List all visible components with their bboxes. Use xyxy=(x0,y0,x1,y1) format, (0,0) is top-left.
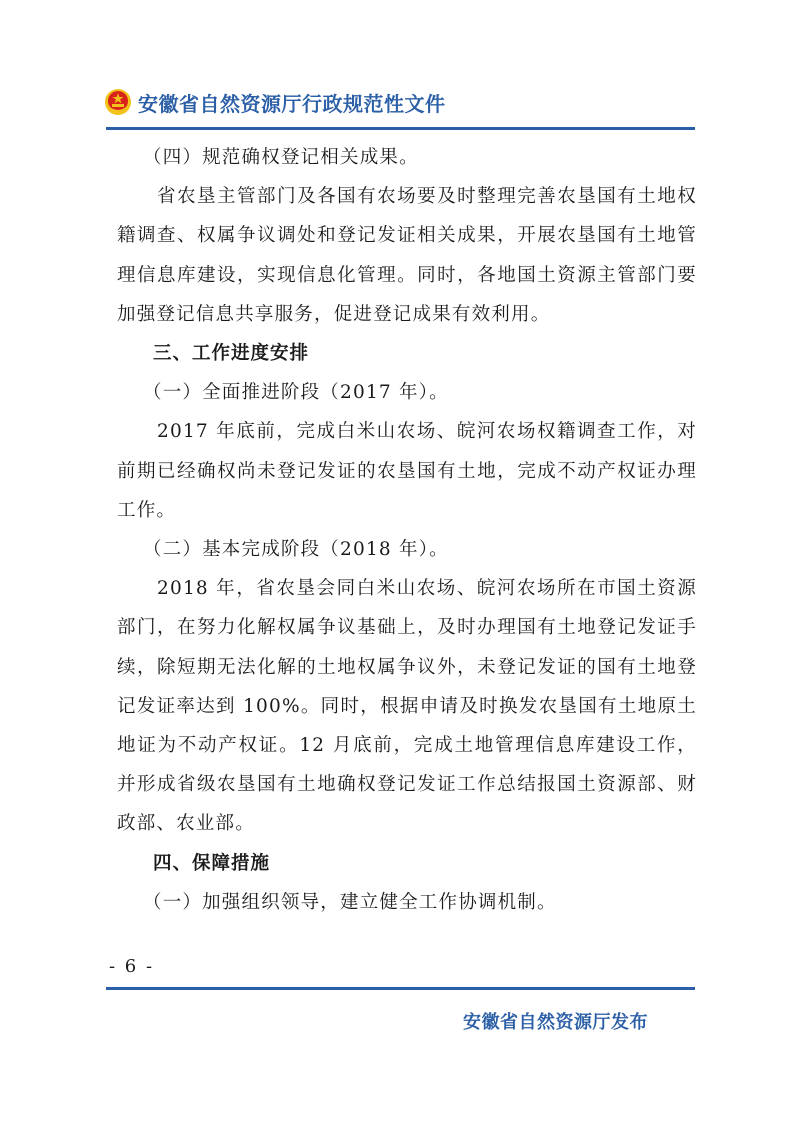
subsection-heading: （一）加强组织领导，建立健全工作协调机制。 xyxy=(143,891,557,913)
page-number: - 6 - xyxy=(109,956,155,977)
footer-publisher: 安徽省自然资源厅发布 xyxy=(463,1012,648,1033)
section-heading: 三、工作进度安排 xyxy=(153,343,310,365)
subsection-heading: （一）全面推进阶段（2017 年）。 xyxy=(143,382,449,404)
national-emblem-icon xyxy=(104,88,132,116)
subsection-heading: （四）规范确权登记相关成果。 xyxy=(143,147,419,168)
footer-divider xyxy=(106,987,695,990)
document-header-title: 安徽省自然资源厅行政规范性文件 xyxy=(138,91,446,116)
document-header xyxy=(104,84,446,120)
body-paragraph: 省农垦主管部门及各国有农场要及时整理完善农垦国有土地权籍调查、权属争议调处和登记发证相关成果，开展农垦国有土地管理信息库建设，实现信息化管理。同时，各地国土资源主管部门要加强登记信息共享服务，促进登记成果有效利用。 xyxy=(117,186,697,325)
document-body xyxy=(117,138,697,922)
section-heading: 四、保障措施 xyxy=(153,852,271,874)
subsection-heading: （二）基本完成阶段（2018 年）。 xyxy=(143,539,449,561)
body-paragraph: 2018 年，省农垦会同白米山农场、皖河农场所在市国土资源部门，在努力化解权属争议基础上，及时办理国有土地登记发证手续，除短期无法化解的土地权属争议外，未登记发证的国有土地登记发证率达到 100%。同时，根据申请及时换发农垦国有土地原土地证为不动产权证。12 月底前，完成土地管理信息库建设工作，并形成省级农垦国有土地确权登记发证工作总结报国土资源部、财政部、农业部。 xyxy=(117,578,697,835)
body-paragraph: 2017 年底前，完成白米山农场、皖河农场权籍调查工作，对前期已经确权尚未登记发证的农垦国有土地，完成不动产权证办理工作。 xyxy=(117,421,697,521)
header-divider xyxy=(106,127,695,130)
